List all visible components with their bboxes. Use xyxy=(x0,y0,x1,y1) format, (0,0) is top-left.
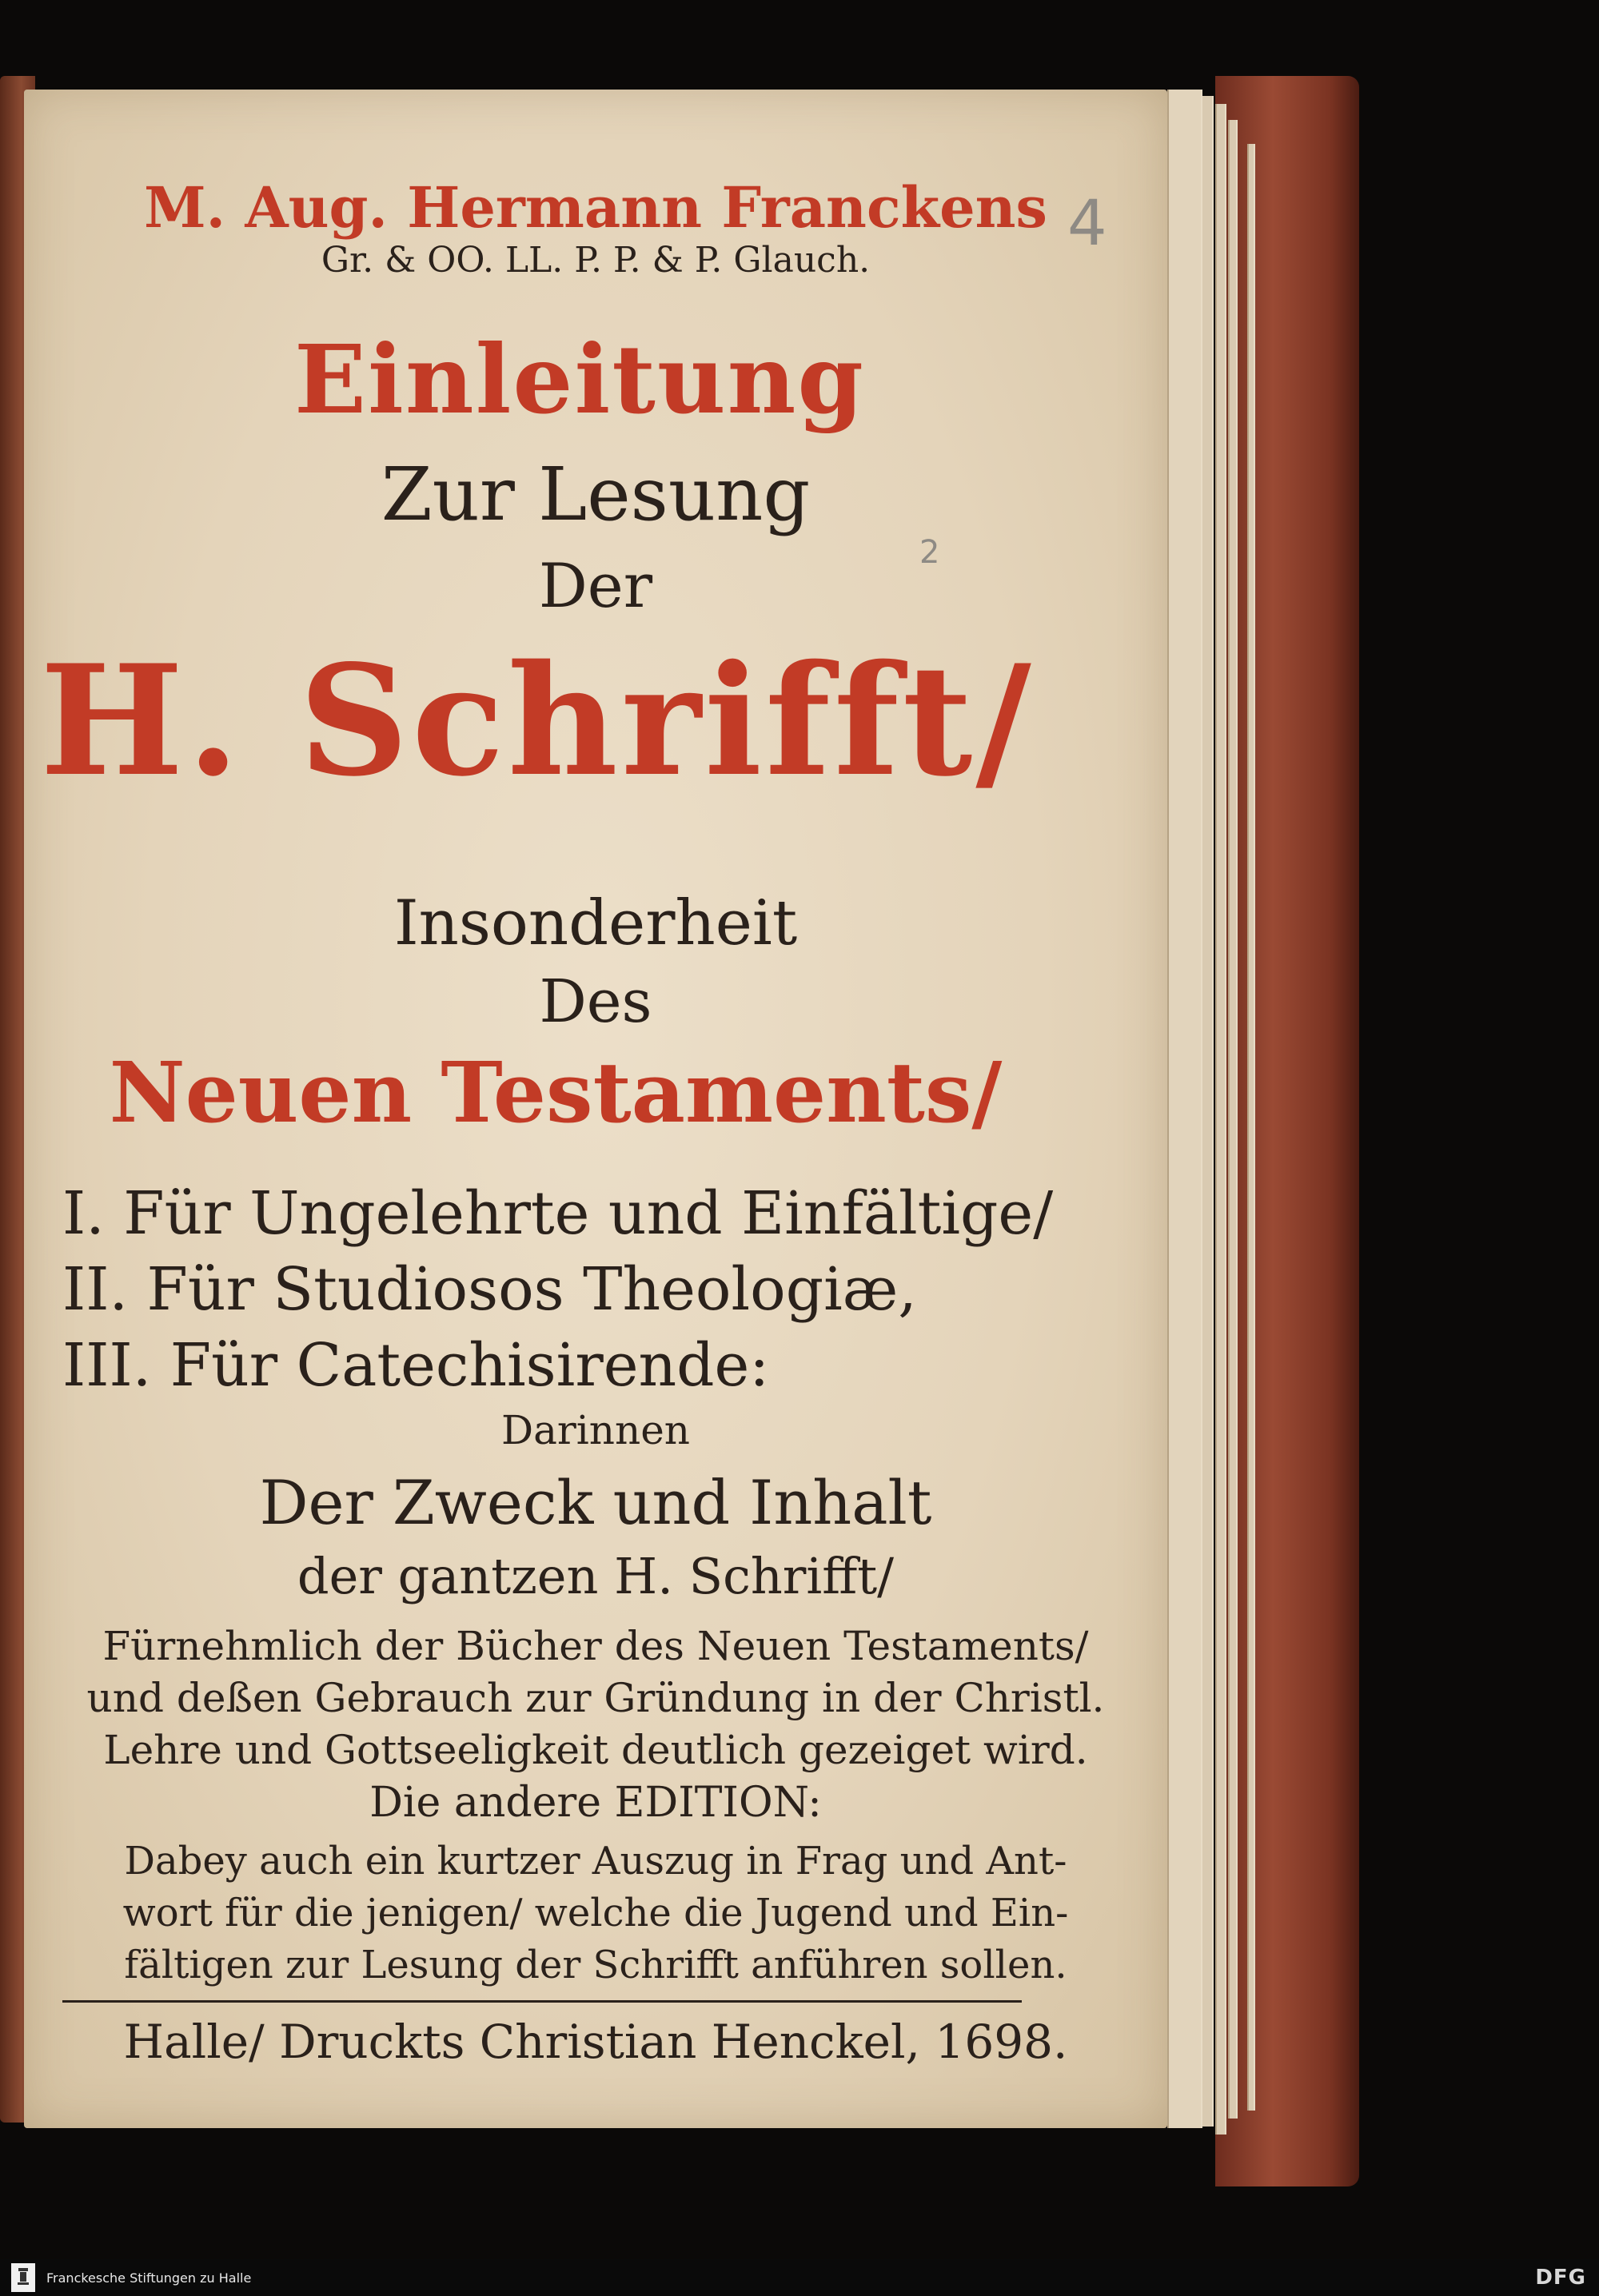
institution-name: Franckesche Stiftungen zu Halle xyxy=(46,2270,252,2286)
title-einleitung: Einleitung xyxy=(294,324,865,435)
imprint-rule xyxy=(62,2000,1022,2003)
extract-line: fältigen zur Lesung der Schrifft anführen sollen. xyxy=(124,1943,1067,1987)
edition-line: Die andere EDITION: xyxy=(369,1779,822,1827)
page-edges xyxy=(1215,104,1226,2135)
page-edges xyxy=(1228,120,1238,2119)
extract-line: Dabey auch ein kurtzer Auszug in Frag und Ant- xyxy=(124,1839,1067,1883)
author-titles: Gr. & OO. LL. P. P. & P. Glauch. xyxy=(321,240,871,281)
title-zur-lesung: Zur Lesung xyxy=(381,452,811,537)
page-edges xyxy=(1247,144,1255,2111)
list-item: I. Für Ungelehrte und Einfältige/ xyxy=(62,1179,1054,1248)
title-der: Der xyxy=(538,550,653,621)
viewer-footer xyxy=(0,2259,1599,2296)
institution-logo-icon xyxy=(11,2263,35,2292)
list-item: III. Für Catechisirende: xyxy=(62,1331,770,1400)
subject-line: Der Zweck und Inhalt xyxy=(259,1467,932,1538)
author-name: M. Aug. Hermann Franckens xyxy=(144,174,1047,241)
title-neuen-testaments: Neuen Testaments/ xyxy=(109,1043,1003,1142)
body-line: Lehre und Gottseeligkeit deutlich gezeiget wird. xyxy=(103,1727,1088,1773)
title-schrifft: H. Schrifft/ xyxy=(40,632,1035,810)
list-item: II. Für Studiosos Theologiæ, xyxy=(62,1255,917,1324)
body-line: und deßen Gebrauch zur Gründung in der Christl. xyxy=(86,1675,1105,1721)
imprint-line: Halle/ Druckts Christian Henckel, 1698. xyxy=(123,2015,1068,2069)
shelf-mark: 4 xyxy=(1067,188,1107,260)
title-insonderheit: Insonderheit xyxy=(393,887,798,959)
darinnen-label: Darinnen xyxy=(501,1407,690,1453)
body-line: Fürnehmlich der Bücher des Neuen Testaments/ xyxy=(102,1623,1089,1669)
subject-line: der gantzen H. Schrifft/ xyxy=(297,1547,895,1605)
pencil-mark: 2 xyxy=(919,534,940,571)
dfg-logo: DFG xyxy=(1535,2266,1586,2290)
title-des: Des xyxy=(539,967,652,1036)
extract-line: wort für die jenigen/ welche die Jugend und Ein- xyxy=(122,1891,1069,1935)
page-fore-edge xyxy=(1167,90,1202,2128)
